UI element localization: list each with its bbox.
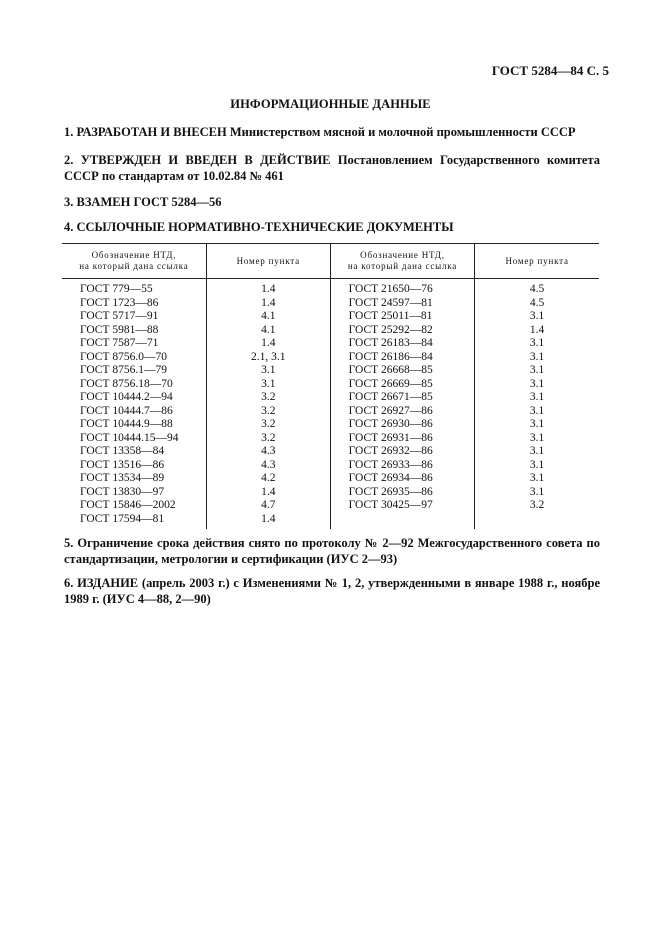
table-row: [62, 418, 599, 432]
section-approved: [64, 152, 600, 184]
table-row: [62, 378, 599, 392]
left-clause-cell: 3.1: [206, 378, 330, 392]
section-term-limit: [64, 535, 600, 567]
table-row: [62, 324, 599, 338]
right-doc-cell: ГОСТ 26186—84: [330, 351, 475, 365]
page-header: ГОСТ 5284—84 С. 5: [491, 63, 609, 78]
left-doc-cell: ГОСТ 5717—91: [62, 310, 206, 324]
right-clause-cell: 3.1: [529, 418, 545, 430]
left-clause-cell: 3.2: [206, 405, 330, 419]
left-clause-cell: 3.2: [206, 418, 330, 432]
section-edition: [64, 575, 600, 607]
right-clause-cell: 3.1: [529, 431, 545, 444]
section-references-label: 4. ССЫЛОЧНЫЕ НОРМАТИВНО-ТЕХНИЧЕСКИЕ ДОКУМЕНТЫ: [64, 220, 454, 234]
left-doc-cell: ГОСТ 8756.1—79: [62, 364, 206, 378]
left-doc-cell: ГОСТ 10444.15—94: [62, 432, 206, 446]
header-designation-left: Обозначение НТД, на который дана ссылка: [62, 244, 206, 279]
left-doc-cell: ГОСТ 8756.0—70: [62, 351, 206, 365]
table-row: [62, 472, 599, 486]
section-term-limit-text: 5. Ограничение срока действия снято по протоколу № 2—92 Межгосударственного совета по стандартизации, метрологии и сертификации (ИУС 2—93): [64, 536, 600, 566]
left-clause-cell: 3.2: [206, 432, 330, 446]
right-doc-cell: ГОСТ 30425—97: [330, 499, 475, 513]
right-clause-cell: 3.1: [529, 377, 545, 390]
left-clause-cell: 1.4: [206, 513, 330, 530]
right-doc-cell: ГОСТ 26935—86: [330, 486, 475, 500]
left-doc-cell: ГОСТ 7587—71: [62, 337, 206, 351]
right-doc-cell: [330, 513, 475, 530]
right-clause-cell: 3.1: [529, 472, 545, 484]
table-row: [62, 405, 599, 419]
table-body: [62, 279, 599, 530]
right-clause-cell: 3.1: [529, 364, 545, 376]
header-clause-left: Номер пункта: [206, 244, 330, 279]
left-clause-cell: 1.4: [206, 279, 330, 297]
right-doc-cell: ГОСТ 26927—86: [330, 405, 475, 419]
left-clause-cell: 4.1: [206, 324, 330, 338]
section-approved-label: 2. УТВЕРЖДЕН И ВВЕДЕН В ДЕЙСТВИЕ: [64, 153, 331, 167]
left-doc-cell: ГОСТ 1723—86: [62, 297, 206, 311]
table-row: [62, 310, 599, 324]
section-developed-label: 1. РАЗРАБОТАН И ВНЕСЕН: [64, 125, 227, 139]
right-doc-cell: ГОСТ 21650—76: [330, 279, 475, 297]
left-clause-cell: 4.2: [206, 472, 330, 486]
left-clause-cell: 1.4: [206, 486, 330, 500]
left-doc-cell: ГОСТ 10444.9—88: [62, 418, 206, 432]
right-clause-cell: 3.1: [529, 404, 545, 417]
left-clause-cell: 3.2: [206, 391, 330, 405]
right-clause-cell: [475, 513, 599, 530]
right-doc-cell: ГОСТ 24597—81: [330, 297, 475, 311]
section-developed: [64, 124, 600, 140]
left-doc-cell: ГОСТ 15846—2002: [62, 499, 206, 513]
left-clause-cell: 2.1, 3.1: [206, 351, 330, 365]
table-row: [62, 297, 599, 311]
right-doc-cell: ГОСТ 26933—86: [330, 459, 475, 473]
right-doc-cell: ГОСТ 26930—86: [330, 418, 475, 432]
left-doc-cell: ГОСТ 10444.7—86: [62, 405, 206, 419]
left-doc-cell: ГОСТ 13358—84: [62, 445, 206, 459]
table-row: [62, 279, 599, 297]
left-clause-cell: 1.4: [206, 297, 330, 311]
document-title: ИНФОРМАЦИОННЫЕ ДАННЫЕ: [230, 97, 431, 111]
table-row: [62, 337, 599, 351]
left-doc-cell: ГОСТ 13516—86: [62, 459, 206, 473]
right-clause-cell: 4.5: [529, 296, 545, 309]
right-clause-cell: 3.1: [529, 337, 545, 349]
right-doc-cell: ГОСТ 26669—85: [330, 378, 475, 392]
left-doc-cell: ГОСТ 8756.18—70: [62, 378, 206, 392]
left-doc-cell: ГОСТ 13534—89: [62, 472, 206, 486]
left-doc-cell: ГОСТ 779—55: [62, 279, 206, 297]
right-clause-cell: 3.1: [529, 350, 545, 363]
section-developed-text: Министерством мясной и молочной промышленности СССР: [226, 125, 576, 139]
left-clause-cell: 1.4: [206, 337, 330, 351]
table-row: [62, 351, 599, 365]
left-clause-cell: 3.1: [206, 364, 330, 378]
table-row: [62, 486, 599, 500]
header-clause-right: Номер пункта: [475, 244, 599, 279]
left-doc-cell: ГОСТ 17594—81: [62, 513, 206, 530]
right-doc-cell: ГОСТ 26183—84: [330, 337, 475, 351]
right-clause-cell: 3.1: [529, 391, 545, 403]
right-clause-cell: 3.1: [529, 458, 545, 471]
right-doc-cell: ГОСТ 26668—85: [330, 364, 475, 378]
section-approved-text: Постановлением Государственного комитета СССР по стандартам от 10.02.84 № 461: [64, 153, 601, 183]
right-doc-cell: ГОСТ 26671—85: [330, 391, 475, 405]
right-clause-cell: 3.1: [529, 485, 545, 498]
header-designation-right: Обозначение НТД, на который дана ссылка: [330, 244, 475, 279]
table-header-row: [62, 244, 599, 279]
right-clause-cell: 4.5: [529, 283, 545, 295]
section-replaces: [64, 194, 600, 210]
right-clause-cell: 3.1: [529, 445, 545, 457]
right-clause-cell: 3.1: [529, 310, 545, 322]
left-doc-cell: ГОСТ 13830—97: [62, 486, 206, 500]
left-clause-cell: 4.7: [206, 499, 330, 513]
references-table: [62, 243, 599, 529]
left-clause-cell: 4.1: [206, 310, 330, 324]
table-row: [62, 432, 599, 446]
right-doc-cell: ГОСТ 25011—81: [330, 310, 475, 324]
section-replaces-label: 3. ВЗАМЕН ГОСТ 5284—56: [64, 195, 222, 209]
table-row: [62, 499, 599, 513]
left-doc-cell: ГОСТ 5981—88: [62, 324, 206, 338]
left-clause-cell: 4.3: [206, 445, 330, 459]
right-doc-cell: ГОСТ 26931—86: [330, 432, 475, 446]
section-references: [64, 219, 600, 235]
right-doc-cell: ГОСТ 26934—86: [330, 472, 475, 486]
right-clause-cell: 3.2: [529, 499, 545, 511]
table-row: [62, 445, 599, 459]
right-clause-cell: 1.4: [529, 323, 545, 336]
table-row: [62, 391, 599, 405]
table-row: [62, 364, 599, 378]
table-row: [62, 459, 599, 473]
right-doc-cell: ГОСТ 26932—86: [330, 445, 475, 459]
section-edition-text: 6. ИЗДАНИЕ (апрель 2003 г.) с Изменениями № 1, 2, утвержденными в январе 1988 г., ноябре 1989 г. (ИУС 4—88, 2—90): [64, 576, 600, 606]
left-clause-cell: 4.3: [206, 459, 330, 473]
left-doc-cell: ГОСТ 10444.2—94: [62, 391, 206, 405]
table-row: [62, 513, 599, 530]
right-doc-cell: ГОСТ 25292—82: [330, 324, 475, 338]
